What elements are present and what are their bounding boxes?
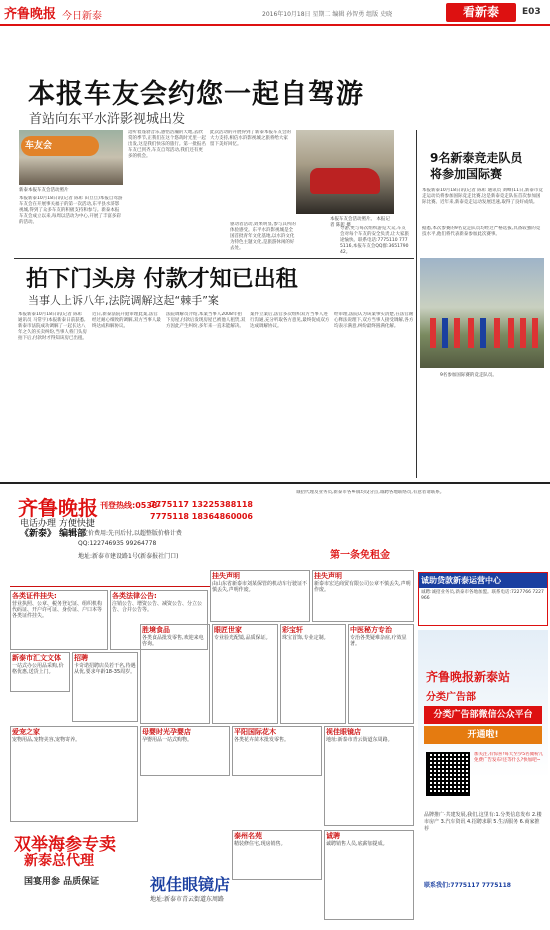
recruit-box	[418, 572, 548, 626]
car-club-logo: 车友会	[21, 136, 99, 156]
ad-cell: 中医秘方专治 专治各类疑难杂症,疗效显著。	[348, 624, 414, 724]
story2-col4: 案件立案后,法官多次组织双方当事人进行沟通,充分听取各方意见,最终促成双方达成调解协议。	[250, 312, 330, 329]
ad-cell: 视佳眼镜店 地址:新泰市青云街道东周路。	[324, 726, 414, 826]
seafood-ad-subtitle: 新泰总代理	[24, 853, 94, 869]
wechat-banner-open: 开通啦!	[424, 726, 542, 744]
ad-cell: 胜境食品 各类食品批发零售,欢迎来电咨询。	[140, 624, 210, 724]
ad-cell: 平阳国际花木 各类花卉苗木批发零售。	[232, 726, 322, 776]
story2-col5: 经审理,法院认为该案事实清楚,在法官耐心释法说理下,双方当事人接受调解,各方均表示满意,纠纷最终圆满化解。	[334, 312, 414, 329]
phone-line2: 7775118 18364860006	[150, 512, 253, 521]
story1-photo2-caption: 本报车友会活动照片。 本报记者 陈彰 摄	[330, 217, 390, 228]
wechat-promo-text: 加关注,有惊喜!每天至少5名微粉儿免费广告发布!还等什么?快加吧~	[474, 752, 544, 763]
sidebar-photo	[420, 258, 544, 368]
wechat-ad-title: 齐鲁晚报新泰站	[426, 670, 511, 684]
ad-cell: 眼匠世家 专业验光配镜,品质保证。	[212, 624, 278, 724]
sidebar-title-line1: 9名新泰竞走队员	[430, 151, 523, 165]
tagline-editorial: 《新泰》 编辑部	[20, 529, 87, 539]
ad-cell: 泰州名苑 精装修住宅,现房销售。	[232, 830, 322, 880]
ad-cell: 各类法律公告: 注销公告、增资公告、减资公告、分立公告、合并公告等。	[110, 590, 208, 650]
story1-photo-car	[296, 130, 394, 214]
ad-cell: 招聘 卡奇诺招聘店员若干名,待遇从优,要求年龄18-35周岁。	[72, 652, 138, 722]
story1-col2: 边听着蓬勃音乐,感悟浩瀚的天地,去欣赏的季节,正我们在这个悠哉时光里一起出发,这是我们快乐的旅行。第一批报名车友已到齐,车友自驾活动,我们还有更多的机会。	[128, 130, 206, 159]
section-name: 今日新泰	[62, 11, 102, 22]
notice-header	[10, 567, 210, 587]
story2-col2: 近日,新泰法院开庭审理此案,法官经过耐心细致的调解,双方当事人最终达成和解协议。	[92, 312, 161, 329]
story2-col3: 法院调解员介绍,本案当事人2008年拍下房屋,付款后发现房屋已被他人租赁,双方因此产生纠纷,多年来一直未能解决。	[166, 312, 246, 329]
issue-info: 2016年10月18日 星期二 编辑 孙智勇 组版 史晓	[262, 11, 393, 18]
sidebar-title	[430, 150, 522, 182]
sidebar-body2: 据悉,本次参赛的9名竞走队员均经过严格选拔,具备较强的竞技水平,他们将代表新泰参加此次赛事。	[422, 226, 541, 237]
story1-headline: 本报车友会约您一起自驾游	[28, 79, 364, 110]
story2-subhead: 当事人上诉八年,法院调解这起“棘手”案	[28, 294, 219, 307]
ad-cell: 各类证件挂失: 营业执照、公章、税务登记证、组织机构代码证、开户许可证、身份证、户口本等各类证件挂失。	[10, 590, 108, 650]
sidebar-photo-caption: 9名参加国际赛的竞走队员。	[440, 373, 497, 378]
classified-logo: 齐鲁晚报	[18, 496, 98, 520]
page-number: E03	[522, 7, 541, 17]
ad-cell: 挂失声明 由山东省新泰市刘某保管的机动车行驶证不慎丢失,声明作废。	[210, 570, 310, 622]
story2-headline: 拍下门头房 付款才知已出租	[26, 266, 298, 292]
ad-cell: 母婴时光孕婴店 孕婴用品一站式购物。	[140, 726, 230, 776]
phone-line1: 7775117 13225388118	[150, 500, 253, 509]
qq-number: QQ:122746935 99264778	[78, 540, 157, 547]
story2-col1: 本报新泰10月18日讯(记者 陈彰 通讯员 马常宇)本报新泰日前获悉,新泰市法院成功调解了一起长达八年之久的买卖纠纷,当事人将门头房拍下后,付款时才得知该房已出租。	[18, 312, 87, 341]
story1-col1: 本报新泰10月18日讯(记者 陈彰 田旦旦)本报自驾游车友会在开展事关福子的第一次活动,东平县水浒影视城,得到了众多车友的积极支持和参与。新泰本报车友会成立以来,每周以活动为中心,开展了丰富多彩的活动。	[19, 196, 123, 225]
wechat-banner: 分类广告部微信公众平台	[424, 706, 542, 724]
story1-photo-caption: 新泰本报车友会活动照片	[19, 188, 69, 193]
wechat-contact: 联系我们:7775117 7775118	[424, 882, 511, 889]
ad-cell: 诚聘 诚聘销售人员,底薪加提成。	[324, 830, 414, 920]
phone-label: 刊登热线:0538-	[100, 501, 161, 510]
story1-col4: 驱动者活动,效果明显,参与其所的体验感受。东平水浒影视城是全国首批青年文化基地,以水浒文化为特色主题文化,是旅游休闲的好去处。	[230, 222, 296, 251]
column-divider	[416, 130, 417, 478]
ad-cell: 爱宠之家 宠物用品,宠物美容,宠物寄养。	[10, 726, 138, 822]
ad-cell: 挂失声明 新泰市宏达商贸有限公司公章不慎丢失,声明作废。	[312, 570, 414, 622]
sidebar-body: 本报新泰10月18日讯(记者 陈彰 通讯员 刘峰)11日,新泰市竞走运动员将参加国际竞走比赛,这是新泰竞走队伍首次参加国际比赛。近年来,新泰竞走运动发展迅速,取得了良好成绩。	[422, 188, 543, 205]
red-car	[310, 168, 380, 194]
top-notice: 诚招代理及业务员,新泰市各乡镇均设分点,诚聘各地联络员,有意者请联系。	[296, 490, 445, 495]
sidebar-title-line2: 将参加国际赛	[430, 167, 503, 181]
wechat-ad-subtitle: 分类广告部	[426, 692, 476, 703]
seafood-ad-title: 双举海参专卖	[14, 835, 116, 855]
story1-col3: 此次活动的开展得到了新泰本报车友会的大力支持,相信水浒影视城之旅将给大家留下美好回忆。	[210, 130, 291, 147]
glasses-ad-title: 视佳眼镜店	[150, 875, 231, 894]
divider	[14, 258, 414, 259]
tagline: 电话办理 方便快捷	[20, 519, 95, 529]
glasses-ad-address: 地址:新泰市青云街道东周路	[150, 896, 225, 903]
classified-address: 地址:新泰市建设路1号(新泰报社门口)	[78, 553, 179, 560]
renting-title: 第一条免租金	[330, 550, 390, 561]
notice: 定价费用:先刊后付,以超整版价格计费	[82, 530, 182, 537]
qr-code-icon	[426, 752, 470, 796]
wechat-service-list: 品牌推广·共建发展,我们,这里有:1.分类信息发布 2.楼市房产 3.汽车资讯 4.招聘求职 5.生活服务 6.商家推荐	[424, 812, 542, 832]
story1-col5: 导游,更与每次组织游览大众,车友会对每个车友的安全负责,让大家旅途愉快。联系电话:7775110 7775116,本报车友会QQ群:365179042。	[340, 226, 409, 254]
seafood-ad-slogan: 国宴用参 品质保证	[24, 877, 100, 887]
story1-photo	[19, 130, 123, 185]
ad-cell: 彩宝轩 珠宝首饰,专业定制。	[280, 624, 346, 724]
recruit-body: 诚聘:诚招业务员,新泰市各地加盟。联系电话:7227766 7227966	[421, 590, 544, 601]
story1-subhead: 首站向东平水浒影视城出发	[29, 112, 186, 127]
page-tag: 看新泰	[446, 3, 516, 22]
ad-cell: 新泰市汇文文体 一站式办公用品采购,价格优惠,送货上门。	[10, 652, 70, 692]
recruit-title: 诚助贷款新泰运营中心	[419, 573, 547, 588]
newspaper-logo: 齐鲁晚报	[4, 7, 57, 22]
